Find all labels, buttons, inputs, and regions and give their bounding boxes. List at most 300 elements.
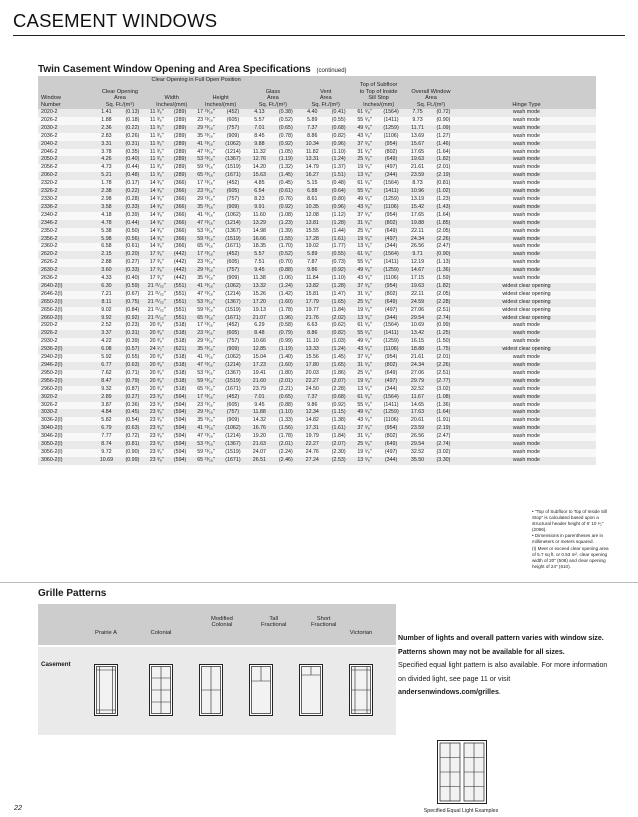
table-cell: (0.90) — [430, 117, 457, 125]
table-cell: 53 ¹³⁄₁₆" — [193, 370, 220, 378]
table-row — [38, 117, 596, 125]
table-cell: (497) — [377, 307, 405, 315]
window-number-cell: 2036-2 — [38, 133, 94, 141]
table-cell: 59 ¹³⁄₁₆" — [193, 164, 220, 172]
hinge-type-cell: wash mode — [457, 164, 596, 172]
table-cell: 3.37 — [94, 330, 119, 338]
table-cell: 41 ¹³⁄₁₆" — [193, 283, 220, 291]
table-cell: (0.33) — [119, 267, 146, 275]
table-cell: (518) — [168, 378, 193, 386]
table-cell: 21 ²¹⁄₃₂" — [147, 282, 166, 289]
table-cell: (518) — [168, 354, 193, 362]
table-cell: 23.59 — [405, 425, 430, 433]
table-cell: 15.56 — [299, 354, 325, 362]
table-cell: 4.26 — [94, 156, 119, 164]
table-row — [38, 457, 596, 465]
table-cell: 6.29 — [246, 322, 272, 330]
table-cell: (605) — [219, 259, 246, 267]
table-cell: (605) — [219, 402, 246, 410]
window-number-cell: 2626-2 — [38, 259, 94, 267]
window-number-cell: 2356-2 — [38, 236, 94, 244]
table-cell: (2.01) — [272, 378, 299, 386]
table-cell: (0.92) — [325, 267, 352, 275]
table-cell: (0.50) — [119, 228, 146, 236]
table-cell: (1.86) — [325, 370, 352, 378]
window-number-cell: 2650-2(I) — [38, 299, 94, 307]
table-cell: 17 ¹³⁄₁₆" — [193, 109, 220, 117]
hinge-type-cell: wash mode — [457, 370, 596, 378]
table-cell: (3.30) — [430, 457, 457, 465]
table-cell: 16.15 — [405, 338, 430, 346]
window-number-cell: 2020-2 — [38, 109, 94, 117]
table-cell: (1.23) — [272, 220, 299, 228]
table-cell: 55 ⁵⁄₈" — [352, 330, 377, 338]
table-cell: 8.23 — [246, 196, 272, 204]
table-cell: (1.60) — [272, 299, 299, 307]
table-cell: (954) — [377, 354, 405, 362]
table-cell: 7.75 — [405, 109, 430, 117]
table-cell: (3.02) — [430, 449, 457, 457]
table-cell: 1.88 — [94, 117, 119, 125]
table-cell: 14 ³⁄₈" — [146, 212, 168, 220]
table-cell: (1259) — [377, 125, 405, 133]
table-cell: (0.81) — [430, 180, 457, 188]
hinge-type-cell: wash mode — [457, 330, 596, 338]
table-cell: (1411) — [377, 402, 405, 410]
table-cell: (1.65) — [325, 362, 352, 370]
table-cell: 53 ¹³⁄₁₆" — [193, 441, 220, 449]
table-cell: (1.10) — [272, 409, 299, 417]
table-cell: (0.96) — [325, 204, 352, 212]
table-cell: 12.85 — [246, 346, 272, 354]
table-cell: 20 ³⁄₈" — [146, 322, 168, 330]
table-cell: 24.76 — [299, 449, 325, 457]
table-cell: 25 ⁵⁄₈" — [352, 299, 377, 307]
table-cell: (1259) — [377, 409, 405, 417]
table-cell: (1.03) — [325, 338, 352, 346]
window-number-cell: 2630-2 — [38, 267, 94, 275]
table-cell: 55 ⁵⁄₈" — [352, 117, 377, 125]
table-cell: 9.92 — [94, 315, 119, 323]
table-cell: 21.60 — [246, 378, 272, 386]
table-cell: 43 ⁵⁄₈" — [352, 346, 377, 354]
table-cell: 65 ¹³⁄₁₆" — [193, 457, 220, 465]
table-cell: (0.88) — [272, 267, 299, 275]
hinge-type-cell: wash mode — [457, 228, 596, 236]
table-cell: 12.19 — [405, 259, 430, 267]
table-cell: 23 ¹³⁄₁₆" — [193, 259, 220, 267]
table-cell: 12.08 — [299, 212, 325, 220]
table-cell: (2.01) — [430, 354, 457, 362]
table-cell: (1062) — [219, 212, 246, 220]
table-cell: (0.71) — [119, 370, 146, 378]
table-cell: 23 ¹³⁄₁₆" — [193, 117, 220, 125]
table-cell: 9.88 — [246, 141, 272, 149]
table-cell: 4.13 — [246, 109, 272, 117]
table-cell: 8.73 — [405, 180, 430, 188]
table-cell: (909) — [219, 275, 246, 283]
table-cell: 17 ¹³⁄₁₆" — [193, 322, 220, 330]
table-cell: (2.30) — [325, 449, 352, 457]
table-cell: 6.54 — [246, 188, 272, 196]
grille-section-title: Grille Patterns — [38, 588, 107, 599]
table-cell: 23 ³⁄₈" — [146, 394, 168, 402]
hinge-type-cell: wash mode — [457, 425, 596, 433]
table-cell: (1564) — [377, 251, 405, 259]
table-cell: (1.13) — [430, 259, 457, 267]
table-cell: 14 ³⁄₈" — [146, 228, 168, 236]
table-cell: 41 ¹³⁄₁₆" — [193, 354, 220, 362]
header-vent-area: Vent Area Sq. Ft./(m²) — [299, 76, 352, 109]
table-cell: 5.21 — [94, 172, 119, 180]
table-cell: 13.29 — [246, 220, 272, 228]
table-cell: (0.31) — [119, 330, 146, 338]
table-row — [38, 236, 596, 244]
table-cell: (0.82) — [325, 133, 352, 141]
table-cell: 11 ³⁄₈" — [146, 164, 168, 172]
table-cell: (1411) — [377, 188, 405, 196]
table-cell: 11 ³⁄₈" — [146, 133, 168, 141]
grille-link[interactable]: andersenwindows.com/grilles — [398, 688, 499, 696]
window-number-cell: 2026-2 — [38, 117, 94, 125]
table-cell: (0.96) — [325, 141, 352, 149]
hinge-type-cell: wash mode — [457, 251, 596, 259]
table-cell: (1062) — [219, 283, 246, 291]
table-cell: (1.40) — [272, 354, 299, 362]
table-cell: 19.41 — [246, 370, 272, 378]
table-cell: 2.83 — [94, 133, 119, 141]
table-cell: (0.59) — [119, 283, 146, 291]
table-cell: (497) — [377, 449, 405, 457]
table-cell: (0.63) — [119, 425, 146, 433]
table-cell: 29 ¹³⁄₁₆" — [193, 267, 220, 275]
table-cell: (2.46) — [272, 457, 299, 465]
table-cell: 2.38 — [94, 188, 119, 196]
table-cell: (2.02) — [325, 315, 352, 323]
table-cell: 8.74 — [94, 441, 119, 449]
table-cell: 24.34 — [405, 236, 430, 244]
table-cell: 5.89 — [299, 117, 325, 125]
table-cell: 17 ³⁄₈" — [146, 259, 168, 267]
table-cell: (0.61) — [272, 188, 299, 196]
table-cell: (1.78) — [272, 433, 299, 441]
hinge-type-cell: widest clear opening — [457, 307, 596, 315]
window-number-cell: 2636-2 — [38, 275, 94, 283]
table-cell: 9.45 — [246, 402, 272, 410]
table-cell: (1.09) — [430, 125, 457, 133]
table-cell: (551) — [168, 299, 193, 307]
table-cell: 20 ³⁄₈" — [146, 354, 168, 362]
table-cell: 8.47 — [94, 378, 119, 386]
window-number-cell: 3020-2 — [38, 394, 94, 402]
table-cell: 17.20 — [246, 299, 272, 307]
table-cell: (2.19) — [430, 425, 457, 433]
table-cell: (1.56) — [272, 425, 299, 433]
table-cell: 10.69 — [94, 457, 119, 465]
grille-description — [398, 632, 608, 700]
table-cell: (1367) — [219, 370, 246, 378]
table-cell: 23 ³⁄₈" — [146, 402, 168, 410]
table-cell: (1.33) — [272, 417, 299, 425]
table-cell: 5.15 — [299, 180, 325, 188]
table-cell: 18.35 — [246, 243, 272, 251]
table-cell: (518) — [168, 330, 193, 338]
footnote-clear-opening: (I) Meet or exceed clear opening area of 5.7 sq ft. or 0.53 m², clear opening width of 20" (508) and clear opening height of 24" (610). — [532, 545, 609, 569]
table-cell: 10.69 — [405, 322, 430, 330]
table-cell: (1.42) — [272, 291, 299, 299]
table-cell: (551) — [168, 315, 193, 323]
table-cell: (0.62) — [325, 322, 352, 330]
table-cell: 29 ¹³⁄₁₆" — [193, 125, 220, 133]
table-cell: 37 ⁵⁄₈" — [352, 425, 377, 433]
table-cell: 31 ⁵⁄₈" — [352, 433, 377, 441]
table-cell: 10.35 — [299, 204, 325, 212]
table-cell: 21 ²¹⁄₃₂" — [147, 298, 166, 305]
page-title: CASEMENT WINDOWS — [13, 10, 218, 31]
window-number-cell: 3060-2(I) — [38, 457, 94, 465]
victorian-window-icon — [349, 664, 373, 716]
header-hinge-type: Hinge Type — [457, 76, 596, 109]
table-cell: (594) — [168, 449, 193, 457]
table-cell: (0.67) — [119, 291, 146, 299]
table-cell: 31 ⁵⁄₈" — [352, 149, 377, 157]
table-cell: (0.44) — [119, 220, 146, 228]
window-number-cell: 2640-2(I) — [38, 283, 94, 291]
table-cell: (594) — [168, 417, 193, 425]
table-cell: (0.57) — [119, 346, 146, 354]
table-cell: (366) — [168, 212, 193, 220]
table-cell: 37 ⁵⁄₈" — [352, 141, 377, 149]
table-cell: 21.76 — [299, 315, 325, 323]
table-cell: (0.28) — [119, 196, 146, 204]
table-cell: (1519) — [219, 307, 246, 315]
table-cell: 11 ³⁄₈" — [146, 109, 168, 117]
table-cell: 10.34 — [299, 141, 325, 149]
table-cell: (2.77) — [430, 378, 457, 386]
table-cell: 11 ³⁄₈" — [146, 172, 168, 180]
table-cell: (1062) — [219, 354, 246, 362]
window-number-cell: 2660-2(I) — [38, 315, 94, 323]
table-cell: (594) — [168, 394, 193, 402]
table-cell: 7.01 — [246, 125, 272, 133]
table-cell: (0.81) — [119, 441, 146, 449]
table-cell: (1106) — [377, 346, 405, 354]
table-cell: (1.77) — [325, 243, 352, 251]
table-cell: (757) — [219, 338, 246, 346]
table-cell: (0.33) — [119, 204, 146, 212]
table-row — [38, 330, 596, 338]
table-cell: (344) — [377, 457, 405, 465]
table-cell: (1214) — [219, 362, 246, 370]
table-cell: (2.01) — [272, 441, 299, 449]
table-cell: (0.87) — [119, 386, 146, 394]
table-cell: (1.85) — [430, 220, 457, 228]
table-cell: 14 ³⁄₈" — [146, 204, 168, 212]
table-cell: 49 ⁵⁄₈" — [352, 125, 377, 133]
table-cell: 9.73 — [405, 117, 430, 125]
table-cell: (366) — [168, 204, 193, 212]
grille-row-label: Casement — [41, 661, 71, 668]
table-cell: (518) — [168, 322, 193, 330]
hinge-type-cell: widest clear opening — [457, 283, 596, 291]
hinge-type-cell: wash mode — [457, 378, 596, 386]
table-cell: 19.88 — [405, 220, 430, 228]
table-cell: 59 ¹³⁄₁₆" — [193, 449, 220, 457]
table-cell: 20 ³⁄₈" — [146, 338, 168, 346]
table-cell: (0.45) — [119, 409, 146, 417]
table-cell: 4.84 — [94, 409, 119, 417]
table-cell: (0.40) — [119, 156, 146, 164]
table-cell: (954) — [377, 212, 405, 220]
table-cell: (1.96) — [272, 315, 299, 323]
table-cell: (289) — [168, 109, 193, 117]
window-number-cell: 2350-2 — [38, 228, 94, 236]
table-row — [38, 188, 596, 196]
table-cell: (2.07) — [325, 441, 352, 449]
table-cell: 2.36 — [94, 125, 119, 133]
table-cell: 17 ¹³⁄₁₆" — [193, 251, 220, 259]
table-cell: (0.84) — [119, 307, 146, 315]
table-cell: (0.82) — [325, 330, 352, 338]
table-row — [38, 322, 596, 330]
table-cell: (2.01) — [430, 164, 457, 172]
table-cell: (1.46) — [430, 141, 457, 149]
table-cell: (1411) — [377, 117, 405, 125]
table-cell: (1.84) — [325, 307, 352, 315]
table-cell: (0.65) — [272, 125, 299, 133]
table-cell: 19.63 — [405, 283, 430, 291]
table-row — [38, 267, 596, 275]
hinge-type-cell: wash mode — [457, 149, 596, 157]
table-cell: 24.59 — [405, 299, 430, 307]
table-cell: 4.78 — [94, 220, 119, 228]
table-cell: (1411) — [377, 259, 405, 267]
table-cell: 26.56 — [405, 243, 430, 251]
table-row — [38, 402, 596, 410]
table-cell: 8.48 — [246, 330, 272, 338]
table-row — [38, 291, 596, 299]
table-cell: (344) — [377, 315, 405, 323]
hinge-type-cell: wash mode — [457, 409, 596, 417]
table-cell: 47 ¹³⁄₁₆" — [193, 149, 220, 157]
table-cell: (1.10) — [325, 275, 352, 283]
table-cell: (594) — [168, 457, 193, 465]
table-cell: (518) — [168, 370, 193, 378]
table-cell: (1214) — [219, 291, 246, 299]
table-cell: (0.52) — [272, 251, 299, 259]
table-cell: (2.51) — [430, 370, 457, 378]
table-cell: (0.40) — [119, 275, 146, 283]
header-clear-opening-group — [146, 76, 247, 109]
table-cell: (1.45) — [325, 354, 352, 362]
table-cell: (452) — [219, 322, 246, 330]
table-cell: 14.82 — [299, 417, 325, 425]
table-cell: 9.02 — [94, 307, 119, 315]
table-cell: 22.27 — [299, 378, 325, 386]
footnote-dimensions: • Dimensions in parentheses are in millimeters or meters squared. — [532, 533, 604, 545]
table-cell: 8.61 — [299, 196, 325, 204]
table-cell: 65 ¹³⁄₁₆" — [193, 386, 220, 394]
table-cell: 9.86 — [299, 267, 325, 275]
table-cell: (0.18) — [119, 117, 146, 125]
table-cell: (0.72) — [119, 433, 146, 441]
table-cell: 5.57 — [246, 251, 272, 259]
table-cell: (0.35) — [119, 149, 146, 157]
table-row — [38, 362, 596, 370]
table-cell: 21.63 — [246, 441, 272, 449]
header-subfloor: Top of Subfloor to Top of Inside Sill Stop Inches/(mm) — [352, 76, 405, 109]
table-cell: (0.17) — [119, 180, 146, 188]
table-cell: 20 ³⁄₈" — [146, 386, 168, 394]
grille-col-victorian: Victorian — [349, 630, 373, 637]
table-cell: (594) — [168, 441, 193, 449]
table-cell: 5.82 — [94, 417, 119, 425]
table-cell: 59 ¹³⁄₁₆" — [193, 307, 220, 315]
window-number-cell: 2030-2 — [38, 125, 94, 133]
table-cell: (289) — [168, 172, 193, 180]
table-cell: (1.82) — [430, 156, 457, 164]
table-row — [38, 409, 596, 417]
table-cell: (1.27) — [430, 133, 457, 141]
table-cell: (605) — [219, 188, 246, 196]
table-cell: (0.48) — [325, 180, 352, 188]
table-cell: (0.38) — [272, 109, 299, 117]
table-cell: (0.92) — [272, 141, 299, 149]
table-cell: (0.78) — [272, 133, 299, 141]
table-cell: (1259) — [377, 338, 405, 346]
table-cell: 11.38 — [246, 275, 272, 283]
table-cell: 10.96 — [405, 188, 430, 196]
table-cell: (909) — [219, 204, 246, 212]
table-cell: (551) — [168, 307, 193, 315]
table-cell: 1.78 — [94, 180, 119, 188]
table-cell: (2.53) — [325, 457, 352, 465]
table-cell: 12.34 — [299, 409, 325, 417]
table-cell: 23 ¹³⁄₁₆" — [193, 402, 220, 410]
table-cell: 3.58 — [94, 204, 119, 212]
table-cell: (1.51) — [325, 172, 352, 180]
table-cell: 11.82 — [299, 149, 325, 157]
header-window-number: Window Number — [38, 76, 94, 109]
table-row — [38, 180, 596, 188]
table-cell: 3.60 — [94, 267, 119, 275]
table-cell: (802) — [377, 362, 405, 370]
table-cell: 35 ¹³⁄₁₆" — [193, 417, 220, 425]
table-cell: 35 ¹³⁄₁₆" — [193, 346, 220, 354]
table-cell: 23.59 — [405, 172, 430, 180]
table-cell: 43 ⁵⁄₈" — [352, 133, 377, 141]
table-cell: (1.64) — [430, 212, 457, 220]
table-cell: (1.64) — [430, 409, 457, 417]
table-cell: (0.55) — [325, 117, 352, 125]
table-cell: 22.11 — [405, 291, 430, 299]
window-number-cell: 2340-2 — [38, 212, 94, 220]
table-cell: (289) — [168, 133, 193, 141]
table-cell: (1106) — [377, 275, 405, 283]
table-cell: 6.58 — [94, 243, 119, 251]
table-cell: (0.39) — [119, 212, 146, 220]
hinge-type-cell: wash mode — [457, 417, 596, 425]
table-cell: 21.07 — [246, 315, 272, 323]
table-cell: 11.67 — [405, 394, 430, 402]
table-cell: 7.37 — [299, 394, 325, 402]
table-cell: 20 ³⁄₈" — [146, 330, 168, 338]
window-number-cell: 2940-2(I) — [38, 354, 94, 362]
table-cell: 6.30 — [94, 283, 119, 291]
table-cell: 13.82 — [299, 283, 325, 291]
table-cell: (1.12) — [325, 212, 352, 220]
table-cell: (1671) — [219, 243, 246, 251]
